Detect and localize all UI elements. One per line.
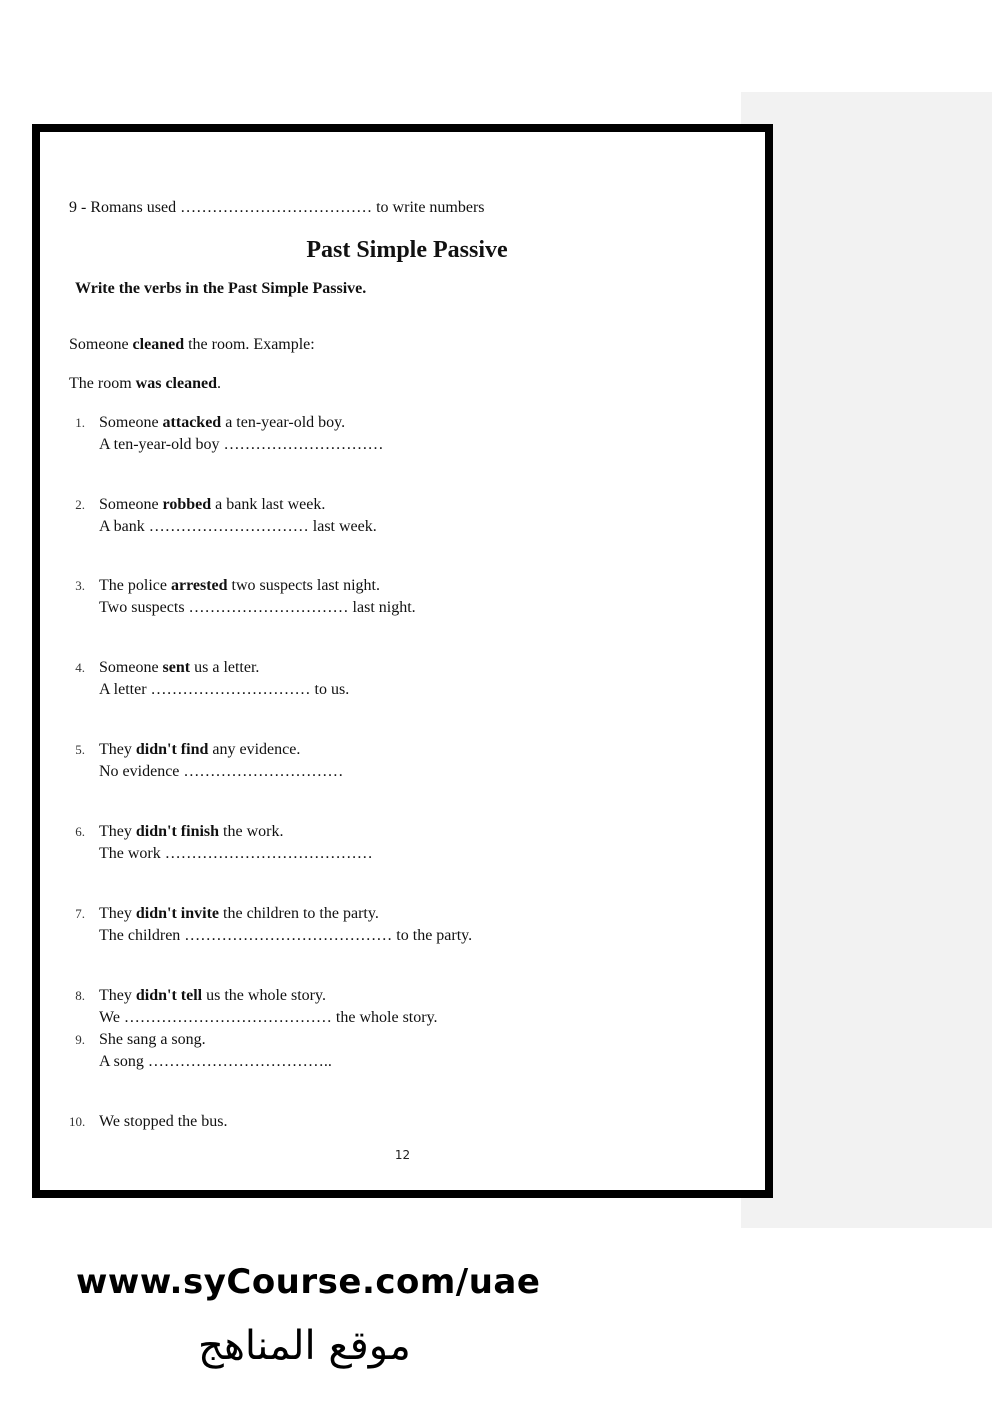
item-number: 2.: [75, 497, 85, 512]
item-sentence: She sang a song.: [99, 1031, 206, 1048]
item-sentence: Someone sent us a letter.: [99, 659, 260, 676]
page-title: Past Simple Passive: [306, 237, 508, 263]
item-answer-line: The work …………………………………: [99, 845, 373, 862]
item-number: 9.: [75, 1032, 85, 1047]
item-answer-line: Two suspects ………………………… last night.: [99, 599, 416, 616]
item-number: 8.: [75, 988, 85, 1003]
item-answer-line: A ten-year-old boy …………………………: [99, 436, 384, 453]
item-sentence: They didn't tell us the whole story.: [99, 987, 326, 1004]
item-sentence: Someone robbed a bank last week.: [99, 496, 326, 513]
worksheet-frame: [32, 124, 773, 1198]
example-line-2: The room was cleaned.: [69, 375, 221, 392]
item-answer-line: A letter ………………………… to us.: [99, 681, 350, 698]
question-number: 9: [69, 199, 77, 216]
item-sentence: They didn't find any evidence.: [99, 741, 301, 758]
item-answer-line: No evidence …………………………: [99, 763, 344, 780]
item-number: 3.: [75, 578, 85, 593]
item-number: 1.: [75, 415, 85, 430]
margin-comment-panel: [741, 92, 992, 1228]
item-answer-line: The children ………………………………… to the party.: [99, 927, 473, 944]
example-line-1: Someone cleaned the room. Example:: [69, 336, 315, 353]
item-sentence: They didn't invite the children to the party.: [99, 905, 379, 922]
item-number: 6.: [75, 824, 85, 839]
item-number: 4.: [75, 660, 85, 675]
item-number: 7.: [75, 906, 85, 921]
item-number: 10.: [69, 1114, 86, 1129]
item-answer-line: A song ……………………………..: [99, 1053, 332, 1070]
item-number: 5.: [75, 742, 85, 757]
site-url-watermark: www.syCourse.com/uae: [76, 1262, 541, 1302]
answer-blank: ………………………………: [180, 199, 373, 216]
item-sentence: Someone attacked a ten-year-old boy.: [99, 414, 346, 431]
site-arabic-watermark: موقع المناهج: [198, 1323, 411, 1369]
instruction: Write the verbs in the Past Simple Passive.: [75, 280, 367, 297]
item-answer-line: We ………………………………… the whole story.: [99, 1009, 438, 1026]
page-number: 12: [394, 1148, 411, 1162]
item-sentence: We stopped the bus.: [99, 1113, 228, 1130]
question-9-romans: 9 - Romans used ……………………………… to write numbers: [69, 199, 485, 216]
item-sentence: The police arrested two suspects last night.: [99, 577, 380, 594]
item-sentence: They didn't finish the work.: [99, 823, 284, 840]
item-answer-line: A bank ………………………… last week.: [99, 518, 377, 535]
